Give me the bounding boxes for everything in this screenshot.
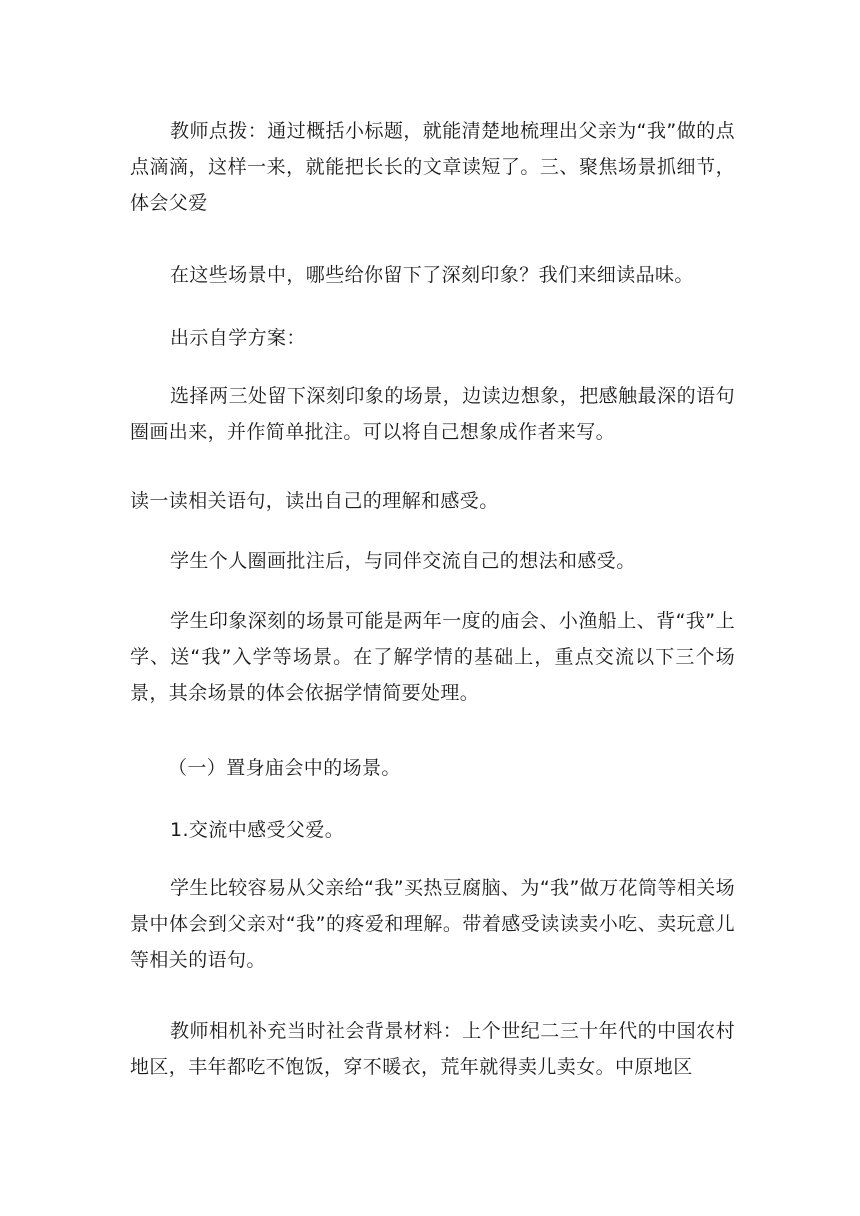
paragraph-father-love: 学生比较容易从父亲给“我”买热豆腐脑、为“我”做万花筒等相关场景中体会到父亲对“我”的疼爱和理解。带着感受读读卖小吃、卖玩意儿等相关的语句。 <box>130 877 735 971</box>
paragraph-background: 教师相机补充当时社会背景材料：上个世纪二三十年代的中国农村地区，丰年都吃不饱饭，穿不暖衣，荒年就得卖儿卖女。中原地区 <box>130 1020 735 1078</box>
paragraph-self-study-heading: 出示自学方案： <box>170 327 306 349</box>
paragraph-peer-exchange: 学生个人圈画批注后，与同伴交流自己的想法和感受。 <box>170 550 636 572</box>
subsection-heading-feel-love: 1.交流中感受父爱。 <box>170 819 345 841</box>
paragraph-scenes: 学生印象深刻的场景可能是两年一度的庙会、小渔船上、背“我”上学、送“我”入学等场景。在了解学情的基础上，重点交流以下三个场景，其余场景的体会依据学情简要处理。 <box>130 610 735 704</box>
paragraph-read-aloud: 读一读相关语句，读出自己的理解和感受。 <box>130 490 499 512</box>
paragraph-question: 在这些场景中，哪些给你留下了深刻印象？我们来细读品味。 <box>170 264 694 286</box>
paragraph-self-study-plan: 选择两三处留下深刻印象的场景，边读边想象，把感触最深的语句圈画出来，并作简单批注。可以将自己想象成作者来写。 <box>130 385 735 443</box>
paragraph-teacher-guidance: 教师点拨：通过概括小标题，就能清楚地梳理出父亲为“我”做的点点滴滴，这样一来，就能把长长的文章读短了。三、聚焦场景抓细节，体会父爱 <box>130 120 735 214</box>
section-heading-temple-fair: （一）置身庙会中的场景。 <box>168 757 401 779</box>
